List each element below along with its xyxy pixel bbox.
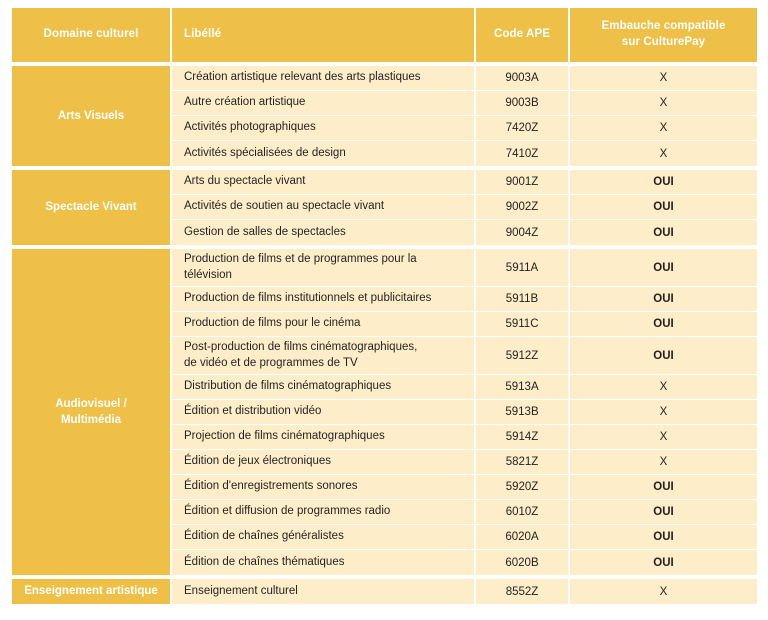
cell-libelle-line2: télévision (184, 268, 232, 281)
table-header-row (12, 8, 757, 62)
cell-embauche: OUI (570, 287, 757, 312)
cell-libelle: Production de films institutionnels et publicitaires (172, 287, 476, 312)
cell-libelle: Enseignement culturel (172, 579, 476, 604)
column-header-embauche-line1: Embauche compatible (601, 20, 726, 33)
cell-embauche: OUI (570, 550, 757, 575)
cell-libelle: Édition d'enregistrements sonores (172, 475, 476, 500)
cell-libelle: Activités photographiques (172, 116, 476, 141)
cell-embauche: OUI (570, 170, 757, 195)
cell-code-ape: 6020B (476, 550, 570, 575)
cell-code-ape: 9004Z (476, 220, 570, 245)
column-header-embauche-compatible (570, 8, 757, 62)
cell-libelle: Autre création artistique (172, 91, 476, 116)
group-label-spectacle-vivant: Spectacle Vivant (12, 170, 172, 245)
cell-libelle: Édition de jeux électroniques (172, 450, 476, 475)
cell-embauche: X (570, 425, 757, 450)
cell-libelle: Gestion de salles de spectacles (172, 220, 476, 245)
ape-code-table-container (12, 8, 757, 604)
cell-embauche: X (570, 66, 757, 91)
cell-code-ape: 9001Z (476, 170, 570, 195)
cell-libelle: Création artistique relevant des arts plastiques (172, 66, 476, 91)
ape-code-table (12, 8, 757, 604)
cell-embauche: X (570, 116, 757, 141)
cell-code-ape: 7410Z (476, 141, 570, 166)
cell-libelle: Édition de chaînes thématiques (172, 550, 476, 575)
cell-code-ape: 5914Z (476, 425, 570, 450)
cell-code-ape: 6010Z (476, 500, 570, 525)
cell-embauche: OUI (570, 500, 757, 525)
table-header (12, 8, 757, 62)
group-label-enseignement-artistique: Enseignement artistique (12, 579, 172, 604)
cell-libelle: Édition et distribution vidéo (172, 400, 476, 425)
cell-code-ape: 8552Z (476, 579, 570, 604)
table-row (12, 66, 757, 91)
cell-libelle: Projection de films cinématographiques (172, 425, 476, 450)
cell-libelle: Édition de chaînes généralistes (172, 525, 476, 550)
cell-code-ape: 5911A (476, 249, 570, 287)
cell-embauche: X (570, 141, 757, 166)
cell-libelle (172, 249, 476, 287)
cell-libelle: Activités spécialisées de design (172, 141, 476, 166)
cell-embauche: X (570, 450, 757, 475)
column-header-libelle: Libéllé (172, 8, 476, 62)
cell-embauche: X (570, 579, 757, 604)
cell-code-ape: 5821Z (476, 450, 570, 475)
cell-code-ape: 5920Z (476, 475, 570, 500)
cell-code-ape: 5912Z (476, 337, 570, 375)
cell-embauche: OUI (570, 337, 757, 375)
cell-code-ape: 5911C (476, 312, 570, 337)
cell-code-ape: 9002Z (476, 195, 570, 220)
cell-libelle: Production de films pour le cinéma (172, 312, 476, 337)
column-header-domaine-culturel: Domaine culturel (12, 8, 172, 62)
cell-embauche: OUI (570, 220, 757, 245)
table-body (12, 62, 757, 604)
cell-libelle-line2: de vidéo et de programmes de TV (184, 356, 358, 369)
group-label-arts-visuels: Arts Visuels (12, 66, 172, 166)
cell-code-ape: 5911B (476, 287, 570, 312)
table-row (12, 249, 757, 287)
cell-code-ape: 5913B (476, 400, 570, 425)
cell-libelle: Distribution de films cinématographiques (172, 375, 476, 400)
cell-embauche: X (570, 400, 757, 425)
cell-embauche: OUI (570, 525, 757, 550)
group-label-line2: Multimédia (60, 414, 122, 426)
cell-libelle: Édition et diffusion de programmes radio (172, 500, 476, 525)
cell-libelle-line1: Post-production de films cinématographiques, (184, 340, 418, 353)
cell-embauche: OUI (570, 195, 757, 220)
group-label-audiovisuel-multimedia (12, 249, 172, 575)
cell-libelle: Activités de soutien au spectacle vivant (172, 195, 476, 220)
group-label-line1: Audiovisuel / (55, 397, 127, 410)
cell-code-ape: 7420Z (476, 116, 570, 141)
cell-embauche: X (570, 91, 757, 116)
cell-libelle: Arts du spectacle vivant (172, 170, 476, 195)
cell-embauche: OUI (570, 312, 757, 337)
table-row (12, 579, 757, 604)
cell-code-ape: 5913A (476, 375, 570, 400)
cell-embauche: OUI (570, 475, 757, 500)
column-header-code-ape: Code APE (476, 8, 570, 62)
column-header-embauche-line2: sur CulturePay (621, 36, 706, 48)
cell-embauche: X (570, 375, 757, 400)
cell-code-ape: 9003A (476, 66, 570, 91)
cell-libelle-line1: Production de films et de programmes pour la (184, 252, 417, 265)
table-row (12, 170, 757, 195)
cell-code-ape: 6020A (476, 525, 570, 550)
cell-code-ape: 9003B (476, 91, 570, 116)
cell-embauche: OUI (570, 249, 757, 287)
cell-libelle (172, 337, 476, 375)
